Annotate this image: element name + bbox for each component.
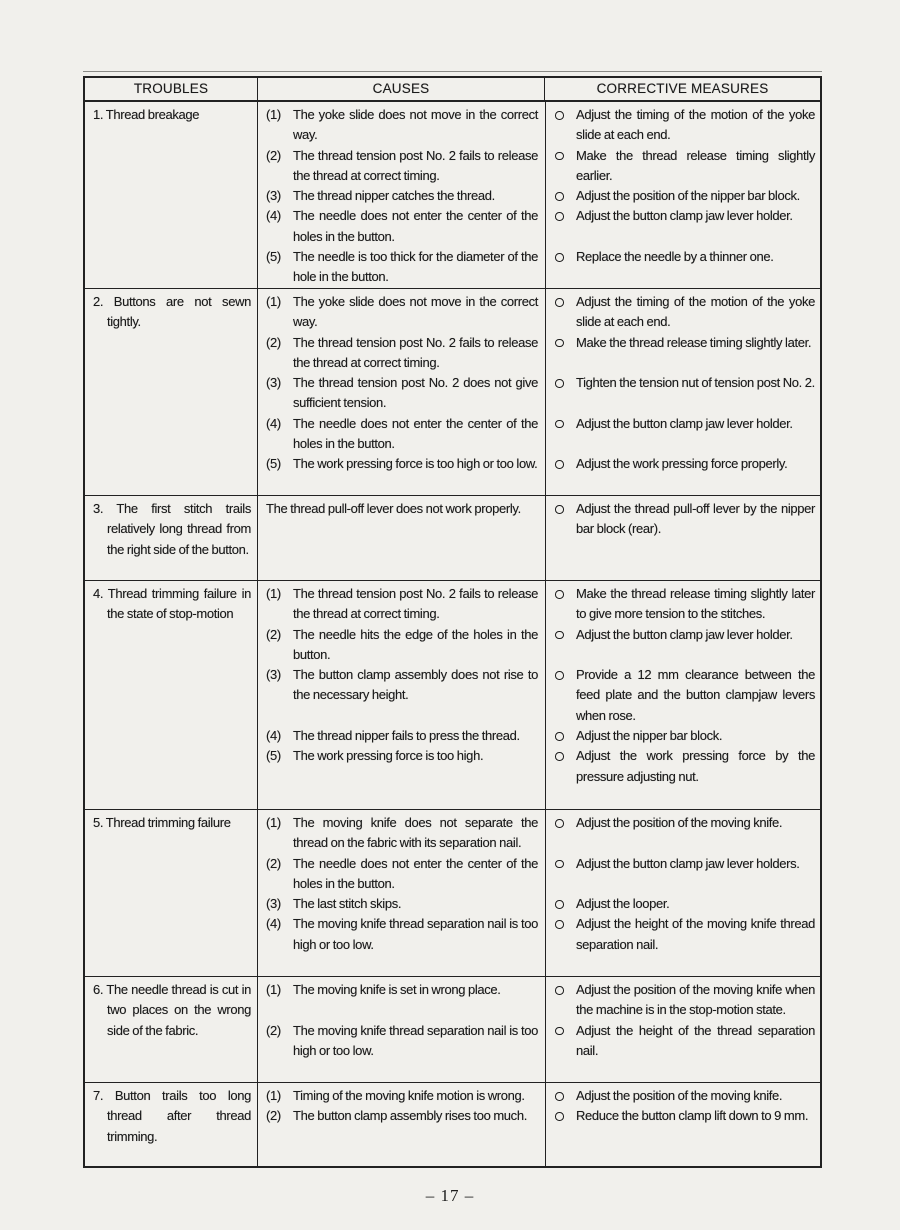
cause-number: (1) (266, 294, 281, 309)
circle-bullet-icon (555, 819, 564, 828)
circle-bullet-icon (555, 732, 564, 741)
circle-bullet-icon (555, 1092, 564, 1101)
measure-text: Adjust the height of the thread separation nail. (576, 1022, 815, 1058)
cause-text: The thread nipper catches the thread. (293, 188, 495, 204)
cause-measure-pair (258, 894, 820, 914)
cause-text: The thread tension post No. 2 does not give sufficient tension. (293, 375, 538, 411)
cause-text: The moving knife thread separation nail is too high or too low. (293, 916, 538, 952)
cause-number: (3) (266, 667, 281, 683)
measure-cell (545, 496, 820, 580)
circle-bullet-icon (555, 986, 564, 995)
measure-text: Make the thread release timing slightly later to give more tension to the stitches. (576, 586, 815, 622)
cause-measure-pair (258, 454, 820, 495)
trouble-cell (85, 1083, 257, 1166)
circle-bullet-icon (555, 192, 564, 201)
cause-measure-list (257, 1083, 820, 1166)
cause-number: (2) (266, 147, 281, 163)
cause-number: (1) (266, 1088, 281, 1103)
circle-bullet-icon (555, 111, 564, 120)
cause-number: (3) (266, 375, 281, 391)
cause-number: (2) (266, 855, 281, 871)
circle-bullet-icon (555, 212, 564, 221)
cause-text: The button clamp assembly does not rise to the necessary height. (293, 667, 538, 703)
measure-cell (545, 1106, 820, 1166)
table-header-row (85, 78, 820, 101)
measure-text: Provide a 12 mm clearance between the feed plate and the button clampjaw levers when rose. (576, 667, 815, 723)
cause-cell (258, 206, 545, 247)
cause-text: The yoke slide does not move in the correct way. (293, 107, 538, 143)
cause-text: The thread tension post No. 2 fails to release the thread at correct timing. (293, 147, 538, 183)
trouble-text: 1. Thread breakage (93, 107, 200, 122)
cause-cell (258, 333, 545, 374)
cause-cell (258, 746, 545, 809)
cause-number: (2) (266, 334, 281, 350)
cause-measure-pair (258, 1083, 820, 1106)
measure-text: Adjust the position of the moving knife. (576, 815, 783, 830)
cause-measure-pair (258, 414, 820, 455)
header-corrective-measures: CORRECTIVE MEASURES (544, 78, 820, 100)
cause-cell (258, 496, 545, 580)
cause-measure-pair (258, 914, 820, 976)
circle-bullet-icon (555, 631, 564, 640)
cause-number: (2) (266, 1108, 281, 1124)
cause-measure-pair (258, 333, 820, 374)
cause-text: The thread tension post No. 2 fails to release the thread at correct timing. (293, 586, 538, 622)
measure-text: Make the thread release timing slightly earlier. (576, 147, 815, 183)
cause-text: The work pressing force is too high or too low. (293, 456, 538, 472)
cause-measure-pair (258, 581, 820, 625)
cause-text: The needle is too thick for the diameter of the hole in the button. (293, 249, 538, 285)
page-number: – 17 – (425, 1186, 475, 1205)
circle-bullet-icon (555, 460, 564, 469)
cause-number: (2) (266, 626, 281, 642)
cause-text: The needle does not enter the center of the holes in the button. (293, 208, 538, 244)
cause-measure-list (257, 977, 820, 1082)
trouble-row-2 (85, 288, 820, 495)
trouble-cell (85, 102, 257, 288)
cause-number: (2) (266, 1022, 281, 1038)
cause-cell (258, 581, 545, 625)
cause-cell (258, 247, 545, 288)
measure-cell (545, 146, 820, 187)
cause-text: The thread pull-off lever does not work properly. (266, 501, 521, 516)
cause-cell (258, 665, 545, 726)
cause-text: The moving knife does not separate the thread on the fabric with its separation nail. (293, 815, 538, 851)
cause-measure-pair (258, 625, 820, 666)
measure-cell (545, 373, 820, 414)
measure-text: Adjust the timing of the motion of the yoke slide at each end. (576, 294, 815, 330)
cause-number: (4) (266, 415, 281, 431)
cause-text: The button clamp assembly rises too much. (293, 1108, 527, 1124)
measure-cell (545, 625, 820, 666)
circle-bullet-icon (555, 420, 564, 429)
cause-cell (258, 810, 545, 854)
trouble-text: 4. Thread trimming failure in the state of stop-motion (93, 586, 251, 622)
cause-cell (258, 373, 545, 414)
cause-text: The thread nipper fails to press the thread. (293, 728, 520, 744)
cause-text: The moving knife is set in wrong place. (293, 982, 501, 997)
measure-text: Adjust the button clamp jaw lever holders. (576, 855, 800, 871)
measure-text: Tighten the tension nut of tension post No. 2. (576, 375, 815, 391)
cause-measure-pair (258, 186, 820, 206)
circle-bullet-icon (555, 339, 564, 348)
circle-bullet-icon (555, 379, 564, 388)
trouble-text: 7. Button trails too long thread after thread trimming. (93, 1088, 251, 1144)
cause-number: (4) (266, 728, 281, 744)
measure-cell (545, 1021, 820, 1082)
cause-number: (5) (266, 748, 281, 764)
measure-text: Adjust the height of the moving knife thread separation nail. (576, 916, 815, 952)
measure-text: Adjust the button clamp jaw lever holder. (576, 415, 793, 431)
measure-cell (545, 810, 820, 854)
cause-number: (3) (266, 896, 281, 912)
cause-cell (258, 1106, 545, 1166)
cause-cell (258, 454, 545, 495)
measure-text: Adjust the position of the moving knife. (576, 1088, 783, 1103)
measure-text: Adjust the thread pull-off lever by the nipper bar block (rear). (576, 501, 815, 537)
cause-text: The needle does not enter the center of the holes in the button. (293, 855, 538, 891)
measure-text: Adjust the nipper bar block. (576, 728, 723, 744)
cause-text: The work pressing force is too high. (293, 748, 484, 764)
measure-cell (545, 206, 820, 247)
cause-text: Timing of the moving knife motion is wrong. (293, 1088, 525, 1103)
measure-cell (545, 977, 820, 1021)
cause-cell (258, 625, 545, 666)
cause-measure-pair (258, 854, 820, 895)
measure-cell (545, 102, 820, 146)
measure-text: Adjust the work pressing force by the pressure adjusting nut. (576, 748, 815, 784)
measure-text: Adjust the position of the nipper bar block. (576, 188, 800, 204)
cause-cell (258, 726, 545, 746)
measure-text: Adjust the button clamp jaw lever holder. (576, 208, 793, 224)
cause-cell (258, 289, 545, 333)
cause-measure-list (257, 102, 820, 288)
circle-bullet-icon (555, 590, 564, 599)
cause-cell (258, 914, 545, 976)
cause-measure-pair (258, 726, 820, 746)
measure-cell (545, 289, 820, 333)
trouble-cell (85, 810, 257, 976)
cause-cell (258, 186, 545, 206)
troubleshooting-table (83, 76, 822, 1168)
measure-cell (545, 726, 820, 746)
trouble-text: 6. The needle thread is cut in two places on the wrong side of the fabric. (93, 982, 251, 1038)
cause-measure-pair (258, 289, 820, 333)
trouble-text: 2. Buttons are not sewn tightly. (93, 294, 251, 330)
measure-cell (545, 894, 820, 914)
cause-number: (1) (266, 586, 281, 601)
measure-cell (545, 665, 820, 726)
trouble-row-7 (85, 1082, 820, 1166)
circle-bullet-icon (555, 1112, 564, 1121)
cause-measure-list (257, 289, 820, 495)
cause-measure-pair (258, 373, 820, 414)
trouble-cell (85, 581, 257, 809)
trouble-row-5 (85, 809, 820, 976)
cause-measure-list (257, 496, 820, 580)
circle-bullet-icon (555, 298, 564, 307)
cause-text: The needle does not enter the center of the holes in the button. (293, 415, 538, 452)
measure-text: Adjust the timing of the motion of the yoke slide at each end. (576, 107, 815, 143)
cause-measure-pair (258, 1106, 820, 1166)
circle-bullet-icon (555, 152, 564, 161)
cause-number: (5) (266, 249, 281, 265)
header-troubles: TROUBLES (133, 81, 209, 96)
measure-text: Make the thread release timing slightly later. (576, 334, 812, 350)
cause-text: The moving knife thread separation nail is too high or too low. (293, 1022, 538, 1058)
cause-number: (1) (266, 107, 281, 122)
cause-cell (258, 977, 545, 1021)
circle-bullet-icon (555, 505, 564, 514)
cause-number: (5) (266, 456, 281, 472)
circle-bullet-icon (555, 671, 564, 680)
cause-cell (258, 102, 545, 146)
circle-bullet-icon (555, 1027, 564, 1036)
circle-bullet-icon (555, 920, 564, 929)
measure-cell (545, 186, 820, 206)
measure-cell (545, 247, 820, 288)
measure-cell (545, 914, 820, 976)
trouble-text: 5. Thread trimming failure (93, 815, 231, 830)
cause-measure-pair (258, 247, 820, 288)
trouble-row-4 (85, 580, 820, 809)
cause-measure-list (257, 810, 820, 976)
measure-cell (545, 414, 820, 455)
cause-measure-pair (258, 1021, 820, 1082)
measure-cell (545, 1083, 820, 1106)
cause-measure-pair (258, 665, 820, 726)
circle-bullet-icon (555, 860, 564, 869)
cause-number: (4) (266, 916, 281, 932)
measure-text: Adjust the position of the moving knife when the machine is in the stop-motion state. (576, 982, 815, 1018)
cause-cell (258, 894, 545, 914)
measure-text: Replace the needle by a thinner one. (576, 249, 774, 265)
trouble-cell (85, 496, 257, 580)
cause-text: The thread tension post No. 2 fails to release the thread at correct timing. (293, 334, 538, 370)
cause-measure-pair (258, 977, 820, 1021)
measure-cell (545, 854, 820, 895)
circle-bullet-icon (555, 752, 564, 761)
measure-cell (545, 333, 820, 374)
measure-text: Adjust the work pressing force properly. (576, 456, 788, 472)
trouble-row-3 (85, 495, 820, 580)
header-causes: CAUSES (257, 78, 544, 100)
cause-measure-pair (258, 810, 820, 854)
cause-measure-pair (258, 496, 820, 580)
cause-measure-pair (258, 102, 820, 146)
measure-text: Adjust the looper. (576, 896, 670, 912)
cause-measure-pair (258, 746, 820, 809)
cause-number: (1) (266, 815, 281, 830)
cause-cell (258, 146, 545, 187)
cause-number: (1) (266, 982, 281, 997)
measure-cell (545, 454, 820, 495)
measure-text: Reduce the button clamp lift down to 9 mm. (576, 1108, 809, 1124)
measure-text: Adjust the button clamp jaw lever holder. (576, 626, 793, 642)
cause-text: The yoke slide does not move in the correct way. (293, 294, 538, 330)
cause-cell (258, 1021, 545, 1082)
measure-cell (545, 746, 820, 809)
cause-number: (4) (266, 208, 281, 224)
cause-text: The needle hits the edge of the holes in the button. (293, 626, 538, 662)
measure-cell (545, 581, 820, 625)
cause-cell (258, 854, 545, 895)
trouble-cell (85, 977, 257, 1082)
cause-number: (3) (266, 188, 281, 204)
trouble-cell (85, 289, 257, 495)
circle-bullet-icon (555, 900, 564, 909)
circle-bullet-icon (555, 253, 564, 262)
cause-text: The last stitch skips. (293, 896, 402, 912)
cause-cell (258, 1083, 545, 1106)
cause-cell (258, 414, 545, 455)
trouble-row-1 (85, 101, 820, 288)
trouble-row-6 (85, 976, 820, 1082)
cause-measure-pair (258, 206, 820, 247)
cause-measure-list (257, 581, 820, 809)
trouble-text: 3. The first stitch trails relatively long thread from the right side of the button. (93, 501, 251, 557)
cause-measure-pair (258, 146, 820, 187)
